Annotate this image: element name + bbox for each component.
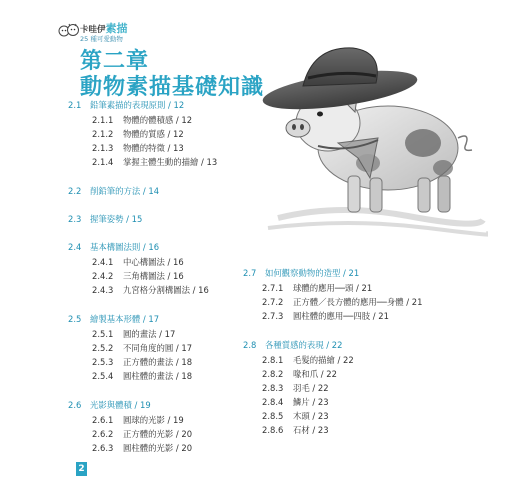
toc-item-2-5-2: 2.5.2 不同角度的圓 / 17 [92, 343, 193, 353]
chapter-title: 動物素描基礎知識 [80, 75, 265, 100]
toc-section-2-1: 2.1 鉛筆素描的表現原則 / 12 [68, 100, 185, 110]
toc-item-2-5-3: 2.5.3 正方體的畫法 / 18 [92, 357, 193, 367]
logo-title-accent: 素描 [105, 22, 128, 35]
toc-section-2-2: 2.2 削鉛筆的方法 / 14 [68, 186, 160, 196]
header-logo [58, 20, 138, 46]
chapter-number: 第二章 [80, 49, 150, 74]
logo-subtitle: 25 種可愛動物 [80, 35, 123, 43]
toc-section-2-4: 2.4 基本構圖法則 / 16 [68, 242, 160, 252]
toc-item-2-4-2: 2.4.2 三角構圖法 / 16 [92, 271, 184, 281]
toc-item-2-8-6: 2.8.6 石材 / 23 [262, 425, 329, 435]
toc-section-2-3: 2.3 握筆姿勢 / 15 [68, 214, 143, 224]
toc-section-2-7: 2.7 如何觀察動物的造型 / 21 [243, 268, 360, 278]
toc-item-2-5-1: 2.5.1 圓的畫法 / 17 [92, 329, 176, 339]
toc-item-2-8-1: 2.8.1 毛髮的描繪 / 22 [262, 355, 354, 365]
toc-item-2-1-3: 2.1.3 物體的特徵 / 13 [92, 143, 184, 153]
page-number: 2 [76, 462, 87, 476]
toc-item-2-6-1: 2.6.1 圓球的光影 / 19 [92, 415, 184, 425]
toc-section-2-5: 2.5 繪製基本形體 / 17 [68, 314, 160, 324]
toc-item-2-6-2: 2.6.2 正方體的光影 / 20 [92, 429, 193, 439]
animal-faces-logo-icon [58, 22, 80, 41]
toc-item-2-8-5: 2.8.5 木頭 / 23 [262, 411, 329, 421]
toc-item-2-1-4: 2.1.4 掌握主體生動的描繪 / 13 [92, 157, 218, 167]
toc-item-2-1-2: 2.1.2 物體的質感 / 12 [92, 129, 184, 139]
toc-item-2-7-2: 2.7.2 正方體／長方體的應用──身體 / 21 [262, 297, 423, 307]
pig-illustration [258, 28, 488, 243]
logo-title: 卡哇伊素描 [80, 22, 128, 35]
toc-item-2-1-1: 2.1.1 物體的體積感 / 12 [92, 115, 193, 125]
toc-item-2-4-3: 2.4.3 九宮格分割構圖法 / 16 [92, 285, 209, 295]
toc-item-2-7-1: 2.7.1 球體的應用──頭 / 21 [262, 283, 373, 293]
toc-item-2-4-1: 2.4.1 中心構圖法 / 16 [92, 257, 184, 267]
toc-item-2-6-3: 2.6.3 圓柱體的光影 / 20 [92, 443, 193, 453]
toc-item-2-5-4: 2.5.4 圓柱體的畫法 / 18 [92, 371, 193, 381]
toc-item-2-8-2: 2.8.2 喙和爪 / 22 [262, 369, 337, 379]
toc-section-2-8: 2.8 各種質感的表現 / 22 [243, 340, 343, 350]
toc-item-2-8-3: 2.8.3 羽毛 / 22 [262, 383, 329, 393]
toc-item-2-8-4: 2.8.4 鱗片 / 23 [262, 397, 329, 407]
toc-section-2-6: 2.6 光影與體積 / 19 [68, 400, 151, 410]
toc-item-2-7-3: 2.7.3 圓柱體的應用──四肢 / 21 [262, 311, 389, 321]
